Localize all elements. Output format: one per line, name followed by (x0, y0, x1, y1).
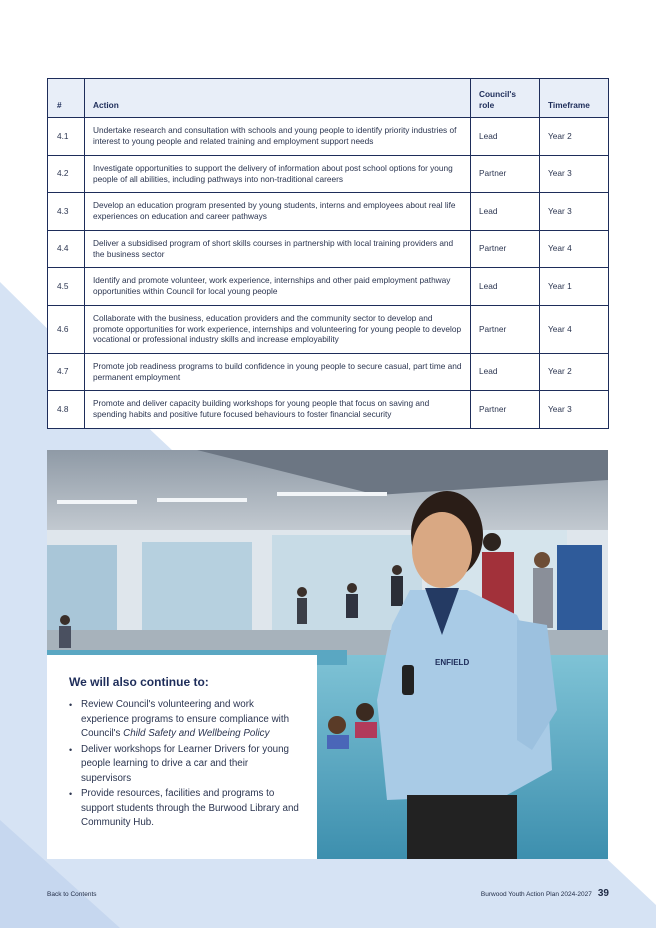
list-item-text: Review Council's volunteering and work experience programs to ensure compliance with Council's (81, 699, 290, 739)
row-number: 4.7 (48, 353, 85, 391)
header-role-label: Council's role (479, 89, 517, 111)
row-action: Identify and promote volunteer, work experience, internships and other paid employment pathway opportunities within Council for local young people (85, 268, 471, 306)
row-action: Undertake research and consultation with schools and young people to identify priority industries of interest to young people and related training and employment support needs (85, 118, 471, 156)
list-item: • Provide resources, facilities and programs to support students through the Burwood Library and Community Hub. (69, 787, 299, 831)
header-timeframe: Timeframe (540, 79, 609, 118)
row-timeframe: Year 2 (540, 118, 609, 156)
callout-title: We will also continue to: (69, 675, 209, 689)
row-timeframe: Year 2 (540, 353, 609, 391)
row-action: Develop an education program presented by young students, interns and employees about real life experiences on education and career pathways (85, 193, 471, 231)
row-role: Partner (471, 230, 540, 268)
table-row (48, 305, 609, 353)
actions-table (47, 78, 609, 429)
row-action: Investigate opportunities to support the delivery of information about post school options for young people of all abilities, including pathways into non-traditional careers (85, 155, 471, 193)
row-timeframe: Year 4 (540, 305, 609, 353)
row-role: Partner (471, 305, 540, 353)
row-action: Collaborate with the business, education providers and the community sector to develop and promote opportunities for work experience, internships and volunteering for young people to develop vocational or professional industry skills and increase employability (85, 305, 471, 353)
row-role: Partner (471, 391, 540, 429)
row-timeframe: Year 3 (540, 391, 609, 429)
table-row (48, 268, 609, 306)
row-action: Promote and deliver capacity building workshops for young people that focus on saving and spending habits and positive future focused behaviours to foster financial security (85, 391, 471, 429)
table-row (48, 353, 609, 391)
row-timeframe: Year 3 (540, 193, 609, 231)
row-number: 4.6 (48, 305, 85, 353)
policy-name: Child Safety and Wellbeing Policy (123, 728, 270, 739)
row-number: 4.1 (48, 118, 85, 156)
row-role: Lead (471, 268, 540, 306)
header-action: Action (85, 79, 471, 118)
table-header-row (48, 79, 609, 118)
row-number: 4.3 (48, 193, 85, 231)
row-role: Lead (471, 353, 540, 391)
callout-list (69, 698, 299, 831)
row-role: Lead (471, 193, 540, 231)
page-number: 39 (597, 888, 609, 899)
table-row (48, 391, 609, 429)
row-role: Partner (471, 155, 540, 193)
table-row (48, 118, 609, 156)
continue-callout (47, 655, 317, 859)
row-timeframe: Year 1 (540, 268, 609, 306)
row-number: 4.4 (48, 230, 85, 268)
footer-document-info (481, 888, 609, 899)
table-row (48, 193, 609, 231)
row-action: Promote job readiness programs to build confidence in young people to secure casual, part time and permanent employment (85, 353, 471, 391)
row-timeframe: Year 4 (540, 230, 609, 268)
row-timeframe: Year 3 (540, 155, 609, 193)
row-number: 4.2 (48, 155, 85, 193)
header-role (471, 79, 540, 118)
table-row (48, 230, 609, 268)
list-item: • Deliver workshops for Learner Drivers for young people learning to drive a car and their supervisors (69, 743, 299, 787)
header-number: # (48, 79, 85, 118)
row-role: Lead (471, 118, 540, 156)
row-number: 4.5 (48, 268, 85, 306)
row-number: 4.8 (48, 391, 85, 429)
row-action: Deliver a subsidised program of short skills courses in partnership with local training providers and the business sector (85, 230, 471, 268)
back-to-contents-link[interactable]: Back to Contents (47, 891, 97, 898)
list-item (69, 698, 299, 742)
document-title: Burwood Youth Action Plan 2024-2027 (480, 891, 592, 898)
table-row (48, 155, 609, 193)
shirt-logo-text: ENFIELD (435, 658, 470, 667)
